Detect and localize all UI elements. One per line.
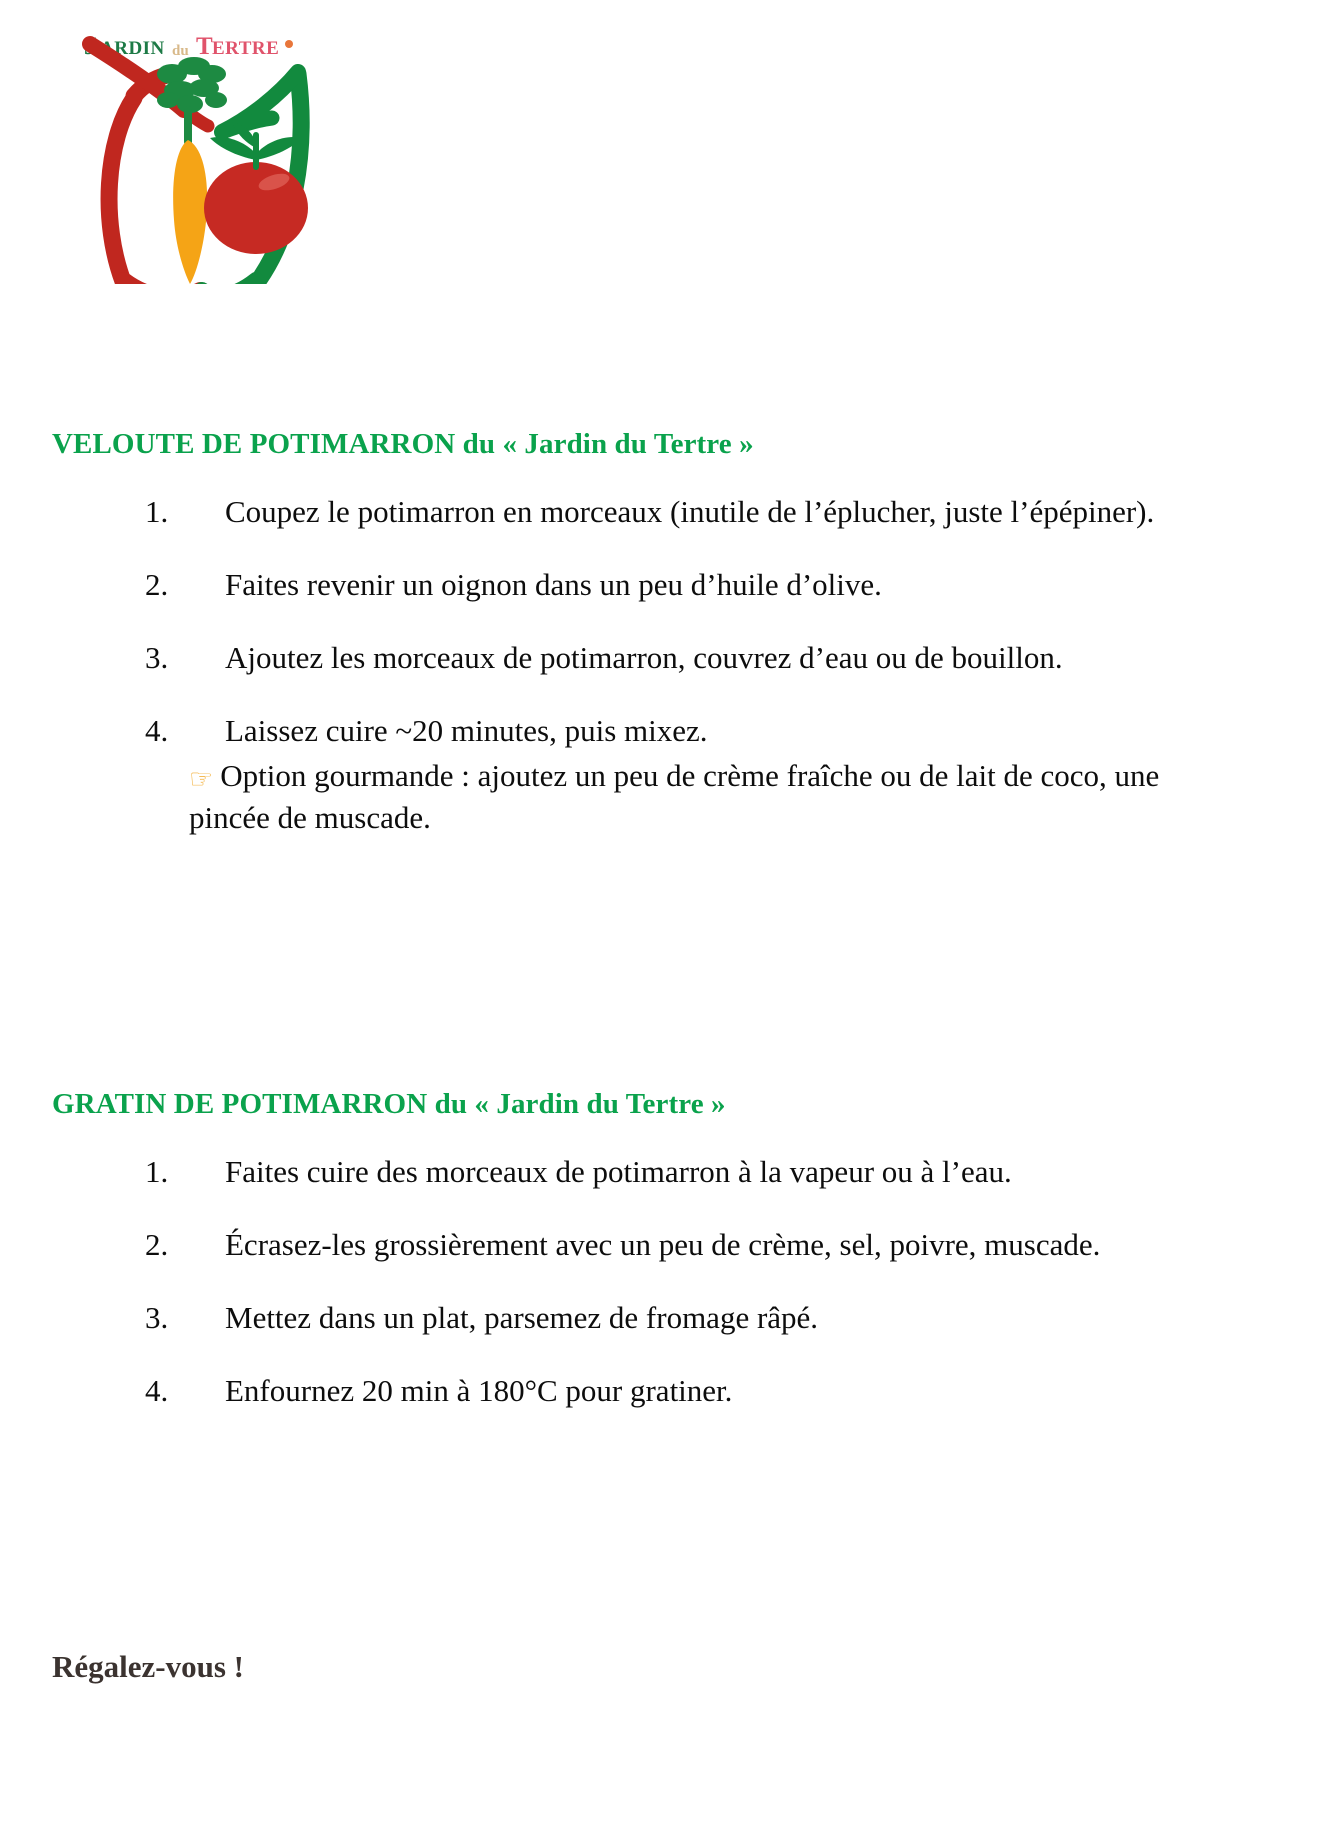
recipe-step — [0, 1298, 1320, 1338]
recipe-step — [0, 638, 1320, 678]
jardin-du-tertre-logo — [60, 22, 320, 284]
svg-text:ARDIN: ARDIN — [100, 38, 165, 59]
logo-word-du: du — [172, 43, 189, 59]
logo-graphic — [60, 22, 320, 284]
recipe-step — [0, 711, 1320, 838]
step-number: 2. — [145, 566, 169, 602]
step-number: 1. — [145, 494, 169, 529]
recipe-step — [0, 1152, 1320, 1192]
recipe-steps-gratin — [0, 1152, 1320, 1411]
step-text: Laissez cuire ~20 minutes, puis mixez. — [225, 712, 708, 748]
step-number: 1. — [145, 1154, 169, 1189]
step-text: Mettez dans un plat, parsemez de fromage râpé. — [225, 1299, 819, 1335]
step-number: 4. — [145, 1372, 169, 1408]
step-text: Écrasez-les grossièrement avec un peu de crème, sel, poivre, muscade. — [225, 1226, 1101, 1262]
step-number: 3. — [145, 639, 169, 675]
recipe-step — [0, 1371, 1320, 1411]
step-number: 3. — [145, 1299, 169, 1335]
step-text: Coupez le potimarron en morceaux (inutile de l’éplucher, juste l’épépiner). — [225, 494, 1155, 529]
step-number: 2. — [145, 1226, 169, 1262]
step-text: Faites revenir un oignon dans un peu d’huile d’olive. — [225, 566, 882, 602]
recipe-step — [0, 492, 1320, 532]
pointing-finger-icon: ☞ — [189, 763, 214, 795]
closing-line: Régalez-vous ! — [52, 1649, 244, 1684]
recipe-heading-veloute: VELOUTE DE POTIMARRON du « Jardin du Tertre » — [52, 428, 754, 461]
svg-text:ERTRE: ERTRE — [212, 38, 280, 59]
logo-word-tertre: T — [196, 33, 213, 60]
step-text: Ajoutez les morceaux de potimarron, couvrez d’eau ou de bouillon. — [225, 639, 1063, 675]
recipe-steps-veloute — [0, 492, 1320, 838]
logo-tomato — [204, 162, 308, 254]
recipe-heading-gratin: GRATIN DE POTIMARRON du « Jardin du Tertre » — [52, 1088, 726, 1121]
logo-word-jardin: J — [84, 33, 97, 60]
step-number: 4. — [145, 712, 169, 748]
step-text: Enfournez 20 min à 180°C pour gratiner. — [225, 1372, 733, 1408]
recipe-step — [0, 565, 1320, 605]
step-note-text: Option gourmande : ajoutez un peu de crème fraîche ou de lait de coco, une pincée de muscade. — [189, 757, 1160, 835]
recipe-step — [0, 1225, 1320, 1265]
step-text: Faites cuire des morceaux de potimarron à la vapeur ou à l’eau. — [225, 1154, 1012, 1189]
step-note — [189, 756, 1210, 838]
